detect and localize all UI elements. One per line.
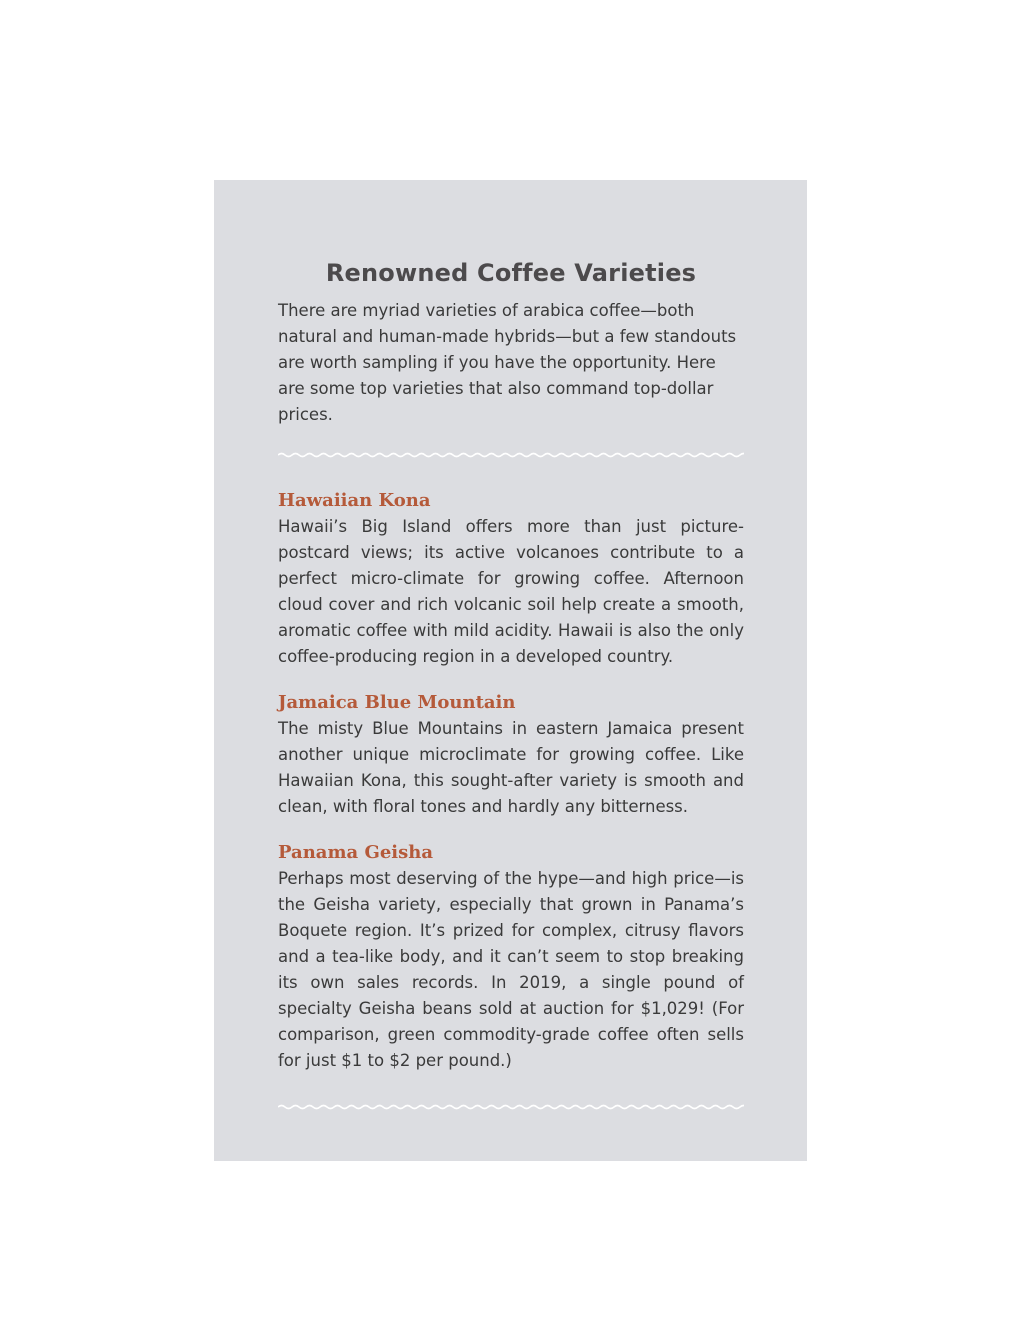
sidebar-content: [278, 256, 744, 1114]
intro-paragraph: There are myriad varieties of arabica coffee—both natural and human-made hybrids—but a few standouts are worth sampling if you have the opportunity. Here are some top varieties that also command top-dollar prices.: [278, 301, 737, 424]
section-panama-geisha: [278, 840, 744, 1074]
section-heading: Hawaiian Kona: [278, 490, 431, 511]
section-body: Hawaii’s Big Island offers more than just picture-postcard views; its active volcanoes contribute to a perfect micro-climate for growing coffee. Afternoon cloud cover and rich volcanic soil help create a smooth, aromatic coffee with mild acidity. Hawaii is also the only coffee-producing region in a developed country.: [278, 517, 744, 666]
sidebar-title: Renowned Coffee Varieties: [325, 259, 697, 287]
section-body: The misty Blue Mountains in eastern Jamaica present another unique microclimate for growing coffee. Like Hawaiian Kona, this sought-after variety is smooth and clean, with floral tones and hardly any bitterness.: [278, 719, 744, 816]
wavy-divider-top: [278, 448, 744, 462]
section-heading: Panama Geisha: [278, 842, 433, 863]
section-jamaica-blue-mountain: [278, 690, 744, 820]
wavy-divider-bottom: [278, 1100, 744, 1114]
section-body: Perhaps most deserving of the hype—and high price—is the Geisha variety, especially that grown in Panama’s Boquete region. It’s prized for complex, citrusy flavors and a tea-like body, and it can’t seem to stop breaking its own sales records. In 2019, a single pound of specialty Geisha beans sold at auction for $1,029! (For comparison, green commodity-grade coffee often sells for just $1 to $2 per pound.): [278, 869, 744, 1070]
sidebar-box: [214, 180, 807, 1161]
section-heading: Jamaica Blue Mountain: [278, 692, 516, 713]
section-hawaiian-kona: [278, 488, 744, 670]
